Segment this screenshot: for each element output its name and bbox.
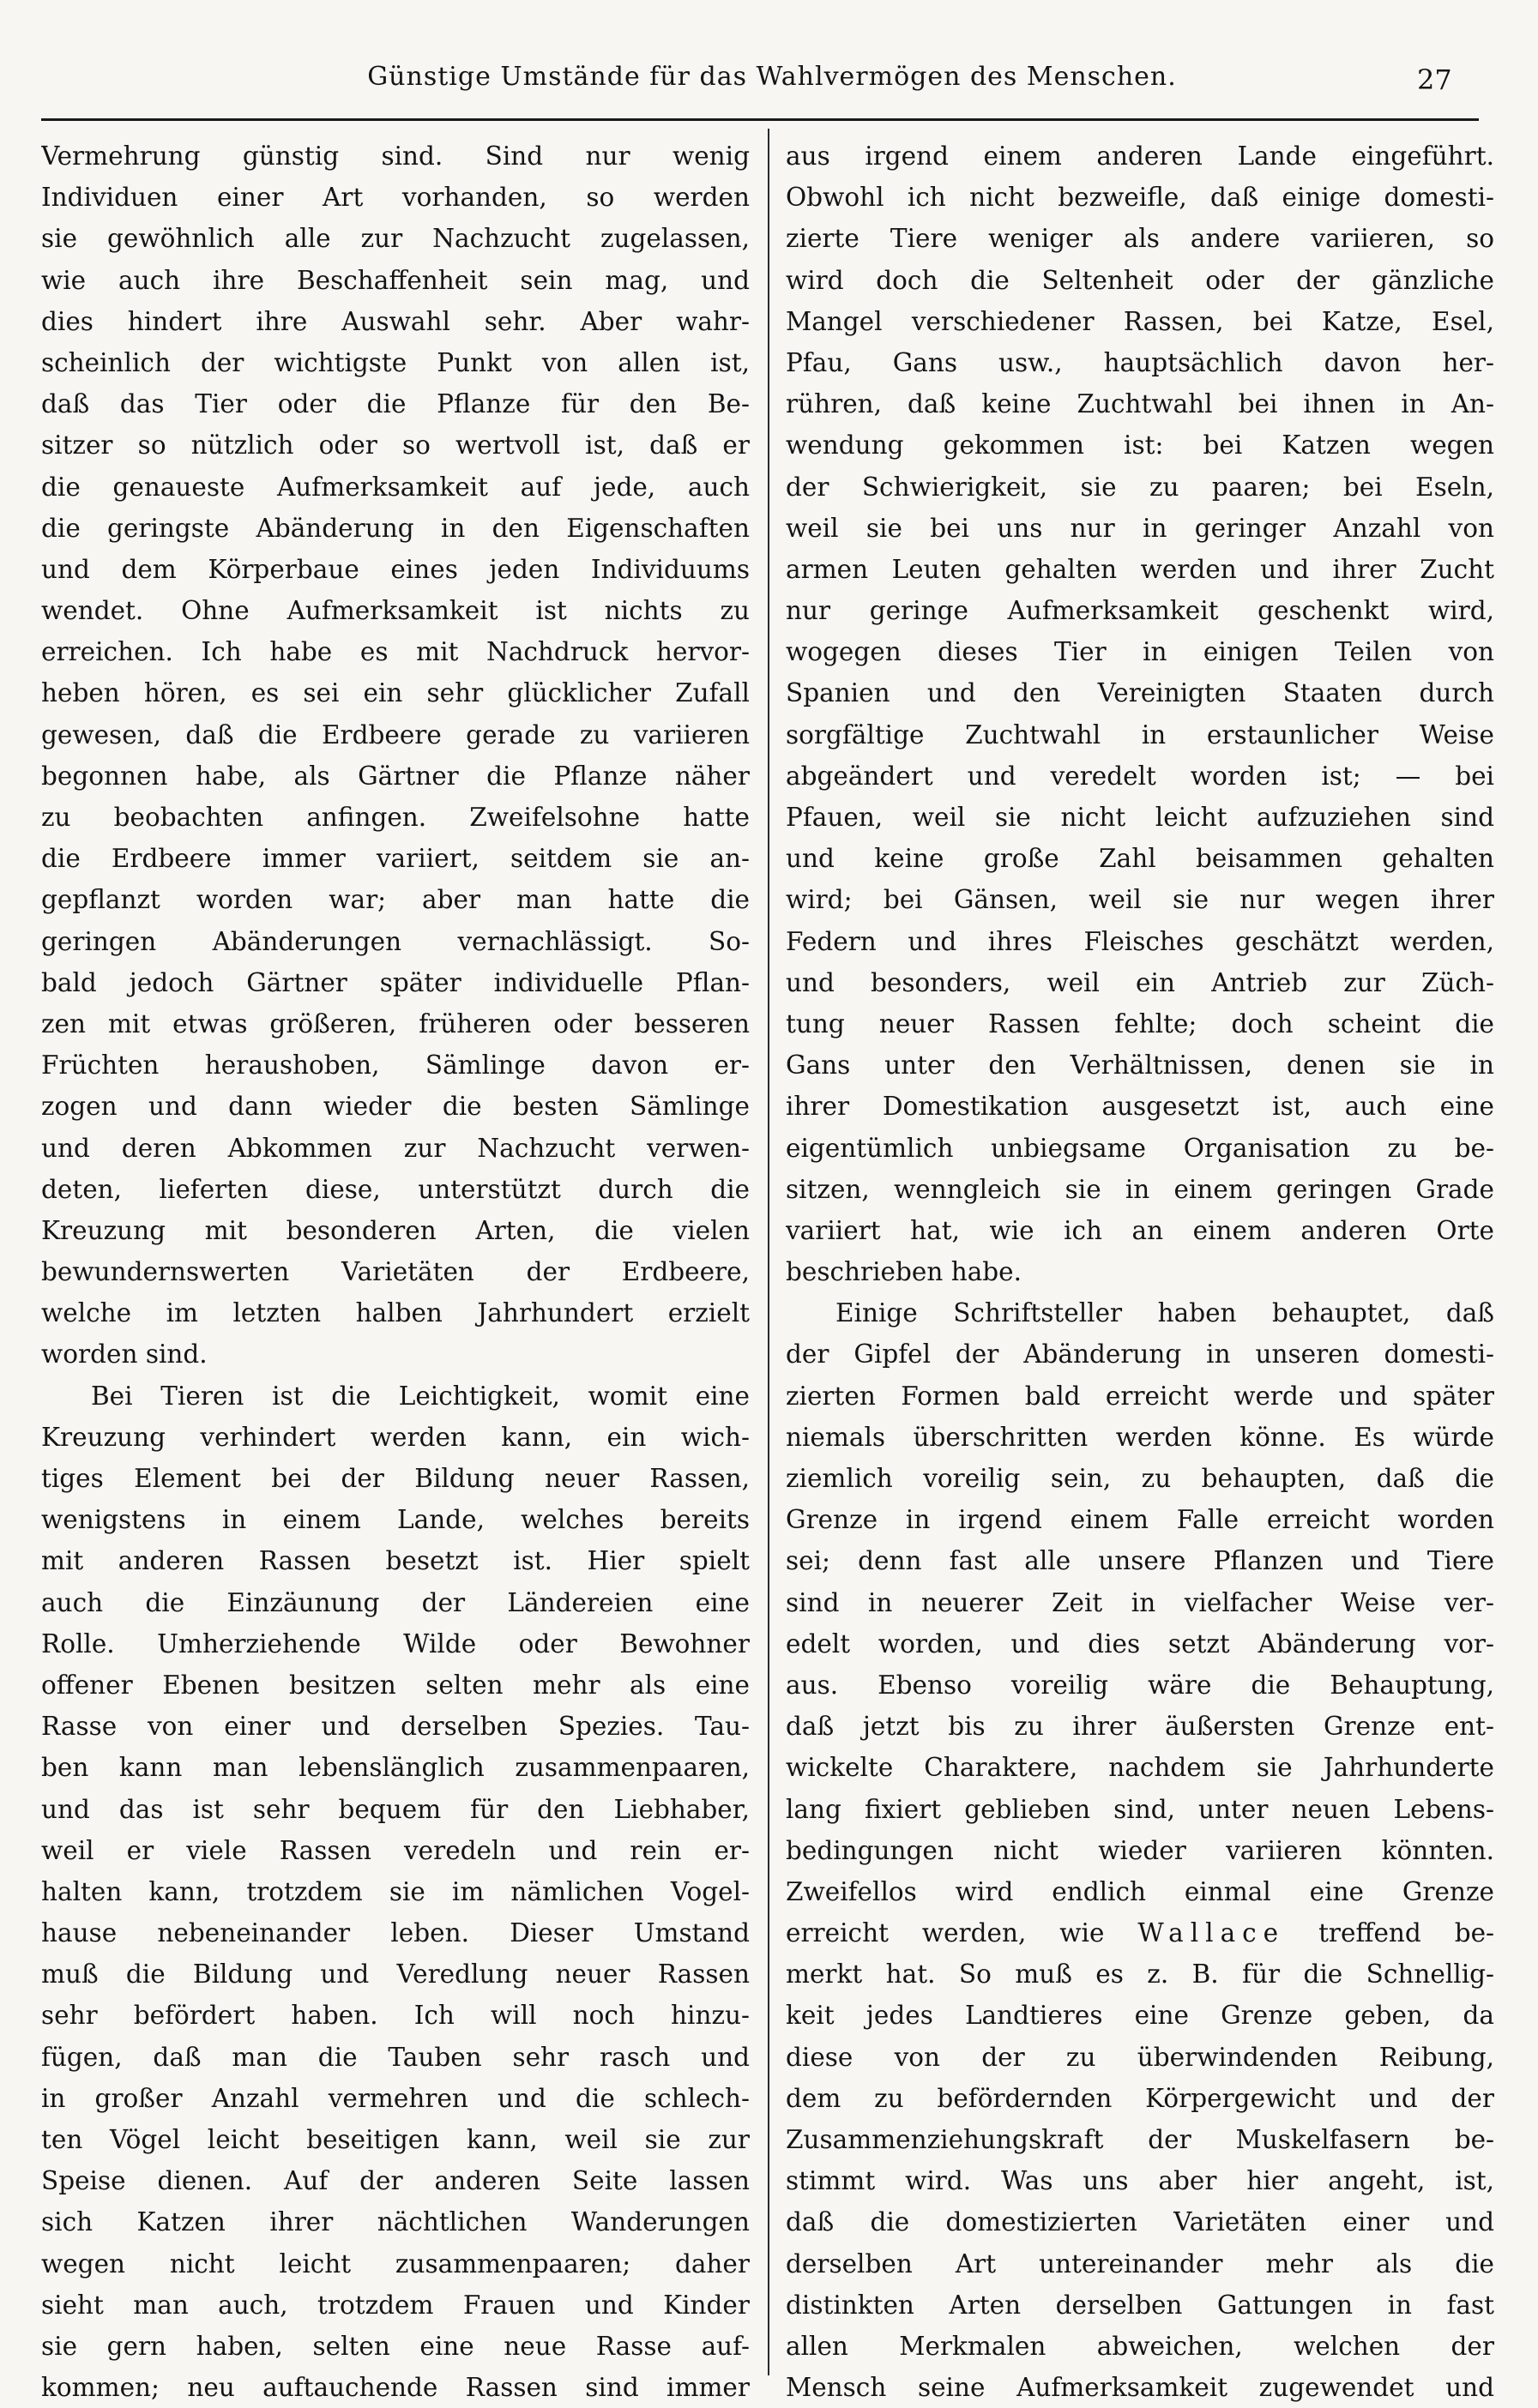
text-line: wie auch ihre Beschaffenheit sein mag, und: [41, 265, 750, 295]
text-line: zu beobachten anfingen. Zweifelsohne hatte: [41, 803, 750, 832]
text-line: dem zu befördernden Körpergewicht und der: [786, 2083, 1494, 2113]
text-line: beschrieben habe.: [786, 1257, 1022, 1287]
text-line: Bei Tieren ist die Leichtigkeit, womit eine: [91, 1381, 750, 1411]
text-line: tiges Element bei der Bildung neuer Rassen,: [41, 1464, 750, 1493]
text-line: tung neuer Rassen fehlte; doch scheint die: [786, 1008, 1494, 1038]
text-line: Individuen einer Art vorhanden, so werden: [41, 183, 750, 213]
text-line: welche im letzten halben Jahrhundert erzielt: [41, 1298, 750, 1328]
text-line: gepflanzt worden war; aber man hatte die: [41, 885, 750, 915]
text-line: Speise dienen. Auf der anderen Seite lassen: [41, 2166, 750, 2196]
text-line: wenigstens in einem Lande, welches bereits: [41, 1505, 750, 1535]
text-line: sitzen, wenngleich sie in einem geringen Grade: [786, 1174, 1494, 1204]
text-line: wendung gekommen ist: bei Katzen wegen: [786, 430, 1494, 461]
text-line: Gans unter den Verhältnissen, denen sie in: [786, 1050, 1494, 1081]
right-column: [786, 135, 1494, 2403]
text-line: sitzer so nützlich oder so wertvoll ist, daß er: [41, 430, 750, 461]
text-line: daß jetzt bis zu ihrer äußersten Grenze ent-: [786, 1712, 1494, 1742]
text-line: die genaueste Aufmerksamkeit auf jede, auch: [41, 472, 750, 502]
text-line: mit anderen Rassen besetzt ist. Hier spielt: [41, 1546, 750, 1576]
left-column: [41, 135, 750, 2403]
text-line: sei; denn fast alle unsere Pflanzen und Tiere: [786, 1546, 1494, 1576]
text-line: ziemlich voreilig sein, zu behaupten, daß die: [786, 1464, 1494, 1493]
text-line: Früchten heraushoben, Sämlinge davon er-: [41, 1050, 750, 1081]
text-line: wird; bei Gänsen, weil sie nur wegen ihrer: [786, 885, 1494, 915]
text-line: sieht man auch, trotzdem Frauen und Kinder: [41, 2290, 750, 2320]
text-line: niemals überschritten werden könne. Es würde: [786, 1422, 1494, 1452]
text-line: Einige Schriftsteller haben behauptet, daß: [835, 1298, 1494, 1328]
text-line: dies hindert ihre Auswahl sehr. Aber wahr-: [41, 306, 750, 336]
text-line: wegen nicht leicht zusammenpaaren; daher: [41, 2248, 750, 2279]
text-line: aus. Ebenso voreilig wäre die Behauptung,: [786, 1670, 1494, 1700]
text-line: distinkten Arten derselben Gattungen in fast: [786, 2290, 1494, 2320]
text-line: rühren, daß keine Zuchtwahl bei ihnen in An-: [786, 389, 1494, 419]
text-line: Kreuzung mit besonderen Arten, die vielen: [41, 1215, 750, 1245]
text-line: keit jedes Landtieres eine Grenze geben, da: [786, 2001, 1494, 2031]
text-line: sie gewöhnlich alle zur Nachzucht zugelassen,: [41, 224, 750, 254]
text-line: merkt hat. So muß es z. B. für die Schnellig-: [786, 1960, 1494, 1990]
text-line: heben hören, es sei ein sehr glücklicher Zufall: [41, 678, 750, 708]
text-line: weil sie bei uns nur in geringer Anzahl von: [786, 513, 1494, 543]
text-line: und das ist sehr bequem für den Liebhaber,: [41, 1794, 750, 1824]
page-number: 27: [1417, 63, 1452, 96]
header-rule: [41, 118, 1479, 121]
text-line: Mensch seine Aufmerksamkeit zugewendet und: [786, 2373, 1494, 2403]
text-line: zierten Formen bald erreicht werde und später: [786, 1381, 1494, 1411]
text-line: zierte Tiere weniger als andere variieren, so: [786, 224, 1494, 254]
text-line: edelt worden, und dies setzt Abänderung vor-: [786, 1628, 1494, 1659]
text-line: diese von der zu überwindenden Reibung,: [786, 2042, 1494, 2072]
text-line: halten kann, trotzdem sie im nämlichen Vogel-: [41, 1876, 750, 1906]
text-line: weil er viele Rassen veredeln und rein er-: [41, 1835, 750, 1865]
text-line: variiert hat, wie ich an einem anderen Orte: [786, 1215, 1494, 1245]
text-line: scheinlich der wichtigste Punkt von allen ist,: [41, 347, 750, 377]
text-line: armen Leuten gehalten werden und ihrer Zucht: [786, 554, 1494, 584]
text-line: stimmt wird. Was uns aber hier angeht, ist,: [786, 2166, 1494, 2196]
text-line: und keine große Zahl beisammen gehalten: [786, 844, 1494, 874]
text-line: eigentümlich unbiegsame Organisation zu be-: [786, 1133, 1494, 1163]
text-line: aus irgend einem anderen Lande eingeführt.: [786, 141, 1494, 171]
text-line: Federn und ihres Fleisches geschätzt werden,: [786, 926, 1494, 956]
text-line: ten Vögel leicht beseitigen kann, weil sie zur: [41, 2125, 750, 2154]
text-line: zogen und dann wieder die besten Sämlinge: [41, 1092, 750, 1122]
running-title: Günstige Umstände für das Wahlvermögen des Menschen.: [367, 62, 1177, 92]
text-line: auch die Einzäunung der Ländereien eine: [41, 1587, 750, 1617]
text-line: zen mit etwas größeren, früheren oder besseren: [41, 1008, 750, 1038]
text-line: lang fixiert geblieben sind, unter neuen Lebens-: [786, 1794, 1494, 1824]
text-line: Rasse von einer und derselben Spezies. Tau-: [41, 1712, 750, 1742]
text-line: in großer Anzahl vermehren und die schlech-: [41, 2083, 750, 2113]
text-line: deten, lieferten diese, unterstützt durch die: [41, 1174, 750, 1204]
spaced-name: Wallace: [1137, 1918, 1286, 1948]
text-line: bewundernswerten Varietäten der Erdbeere,: [41, 1257, 750, 1287]
text-line: sehr befördert haben. Ich will noch hinzu-: [41, 2001, 750, 2031]
text-line: Mangel verschiedener Rassen, bei Katze, Esel,: [786, 306, 1494, 336]
text-line: ihrer Domestikation ausgesetzt ist, auch eine: [786, 1092, 1494, 1122]
text-line: hause nebeneinander leben. Dieser Umstand: [41, 1918, 750, 1948]
text-line: Zweifellos wird endlich einmal eine Grenze: [786, 1876, 1494, 1906]
text-line: sorgfältige Zuchtwahl in erstaunlicher Weise: [786, 719, 1494, 749]
text-line: der Gipfel der Abänderung in unseren domesti-: [786, 1339, 1494, 1370]
text-line: Pfauen, weil sie nicht leicht aufzuziehen sind: [786, 803, 1494, 832]
text-line: sie gern haben, selten eine neue Rasse auf-: [41, 2331, 750, 2361]
text-line: Pfau, Gans usw., hauptsächlich davon her-: [786, 347, 1494, 377]
text-line: Vermehrung günstig sind. Sind nur wenig: [41, 141, 750, 171]
text-line: worden sind.: [41, 1339, 208, 1370]
text-line: ben kann man lebenslänglich zusammenpaaren,: [41, 1753, 750, 1783]
text-line: nur geringe Aufmerksamkeit geschenkt wird,: [786, 596, 1494, 626]
text-line: derselben Art untereinander mehr als die: [786, 2248, 1494, 2279]
text-line: sind in neuerer Zeit in vielfacher Weise ver-: [786, 1587, 1494, 1617]
text-line: wogegen dieses Tier in einigen Teilen von: [786, 637, 1494, 667]
text-line: allen Merkmalen abweichen, welchen der: [786, 2331, 1494, 2361]
text-line: daß das Tier oder die Pflanze für den Be-: [41, 389, 750, 419]
text-line: muß die Bildung und Veredlung neuer Rassen: [41, 1960, 750, 1990]
text-line: Obwohl ich nicht bezweifle, daß einige domesti-: [786, 183, 1494, 213]
text-line: Spanien und den Vereinigten Staaten durch: [786, 678, 1494, 708]
text-line: Zusammenziehungskraft der Muskelfasern be-: [786, 2125, 1494, 2154]
text-line: gewesen, daß die Erdbeere gerade zu variieren: [41, 719, 750, 749]
column-divider: [768, 129, 769, 2375]
text-line: die Erdbeere immer variiert, seitdem sie an-: [41, 844, 750, 874]
text-line: Kreuzung verhindert werden kann, ein wich-: [41, 1422, 750, 1452]
text-line: wird doch die Seltenheit oder der gänzliche: [786, 265, 1494, 295]
text-line: erreicht werden, wie Wallace treffend be-: [786, 1918, 1494, 1948]
text-line: offener Ebenen besitzen selten mehr als eine: [41, 1670, 750, 1700]
text-line: bedingungen nicht wieder variieren könnten.: [786, 1835, 1494, 1865]
text-line: begonnen habe, als Gärtner die Pflanze näher: [41, 761, 750, 791]
text-line: fügen, daß man die Tauben sehr rasch und: [41, 2042, 750, 2072]
text-line: sich Katzen ihrer nächtlichen Wanderungen: [41, 2207, 750, 2237]
text-line: und dem Körperbaue eines jeden Individuums: [41, 554, 750, 584]
text-line: wickelte Charaktere, nachdem sie Jahrhunderte: [786, 1753, 1494, 1783]
text-line: geringen Abänderungen vernachlässigt. So-: [41, 926, 750, 956]
text-line: Rolle. Umherziehende Wilde oder Bewohner: [41, 1628, 750, 1659]
text-line: erreichen. Ich habe es mit Nachdruck hervor-: [41, 637, 750, 667]
text-line: daß die domestizierten Varietäten einer und: [786, 2207, 1494, 2237]
text-line: abgeändert und veredelt worden ist; — bei: [786, 761, 1494, 791]
text-line: und deren Abkommen zur Nachzucht verwen-: [41, 1133, 750, 1163]
text-line: Grenze in irgend einem Falle erreicht worden: [786, 1505, 1494, 1535]
text-line: wendet. Ohne Aufmerksamkeit ist nichts zu: [41, 596, 750, 626]
text-line: kommen; neu auftauchende Rassen sind immer: [41, 2373, 750, 2403]
text-line: der Schwierigkeit, sie zu paaren; bei Eseln,: [786, 472, 1494, 502]
text-line: bald jedoch Gärtner später individuelle Pflan-: [41, 967, 750, 997]
text-line: und besonders, weil ein Antrieb zur Züch-: [786, 967, 1494, 997]
text-line: die geringste Abänderung in den Eigenschaften: [41, 513, 750, 543]
